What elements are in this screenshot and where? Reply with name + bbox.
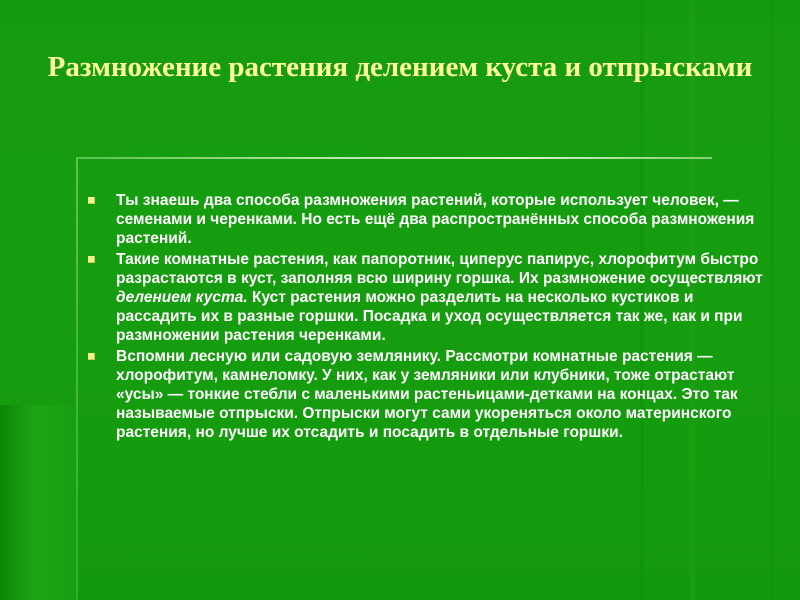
bullet-item [88,251,778,345]
top-band [0,0,800,40]
decorative-block [36,405,76,600]
emphasis-text: делением куста. [116,288,248,306]
bullet-item [88,192,778,248]
square-bullet-icon [88,353,95,360]
bullet-text: Такие комнатные растения, как папоротник, циперус папирус, хлорофитум быстро разрастаются в куст, заполняя всю ширину горшка. Их размножение осуществляют [116,251,763,288]
bullet-text: Ты знаешь два способа размножения растений, которые использует человек, — семенами и черенками. Но есть ещё два распространённых способа размножения растений. [116,192,755,247]
slide-title: Размножение растения делением куста и отпрысками [47,51,753,83]
bullet-text: Куст растения можно разделить на несколько кустиков и рассадить их в разные горшки. Посадка и уход осуществляется так же, как и при размножении растения черенками. [116,288,743,344]
content-divider-vertical [76,157,78,600]
title-divider [76,157,712,159]
square-bullet-icon [88,197,95,204]
decorative-block [0,405,36,600]
bullet-list [88,192,778,445]
bullet-text: Вспомни лесную или садовую землянику. Рассмотри комнатные растения — хлорофитум, камнеломку. У них, как у земляники или клубники, тоже отрастают «усы» — тонкие стебли с маленькими растеньицами-детками на концах. Это так называемые отпрыски. Отпрыски могут сами укореняться около материнского растения, но лучше их отсадить и посадить в отдельные горшки. [116,348,738,441]
bullet-item [88,348,778,442]
square-bullet-icon [88,256,95,263]
